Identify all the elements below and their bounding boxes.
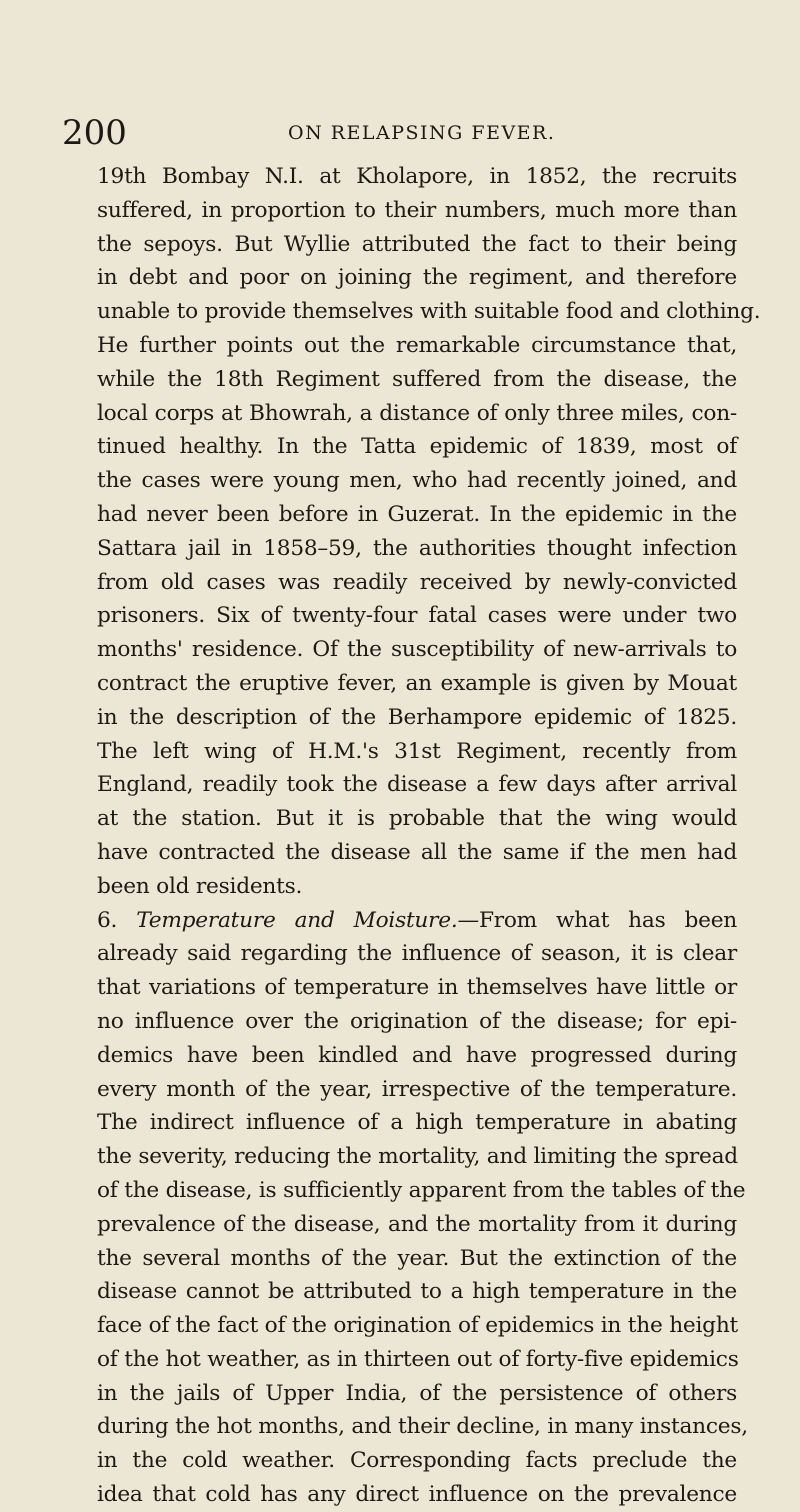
text-line: England, readily took the disease a few days after arrival	[97, 772, 737, 798]
text-line: already said regarding the influence of season, it is clear	[97, 941, 737, 967]
text-line: 19th Bombay N.I. at Kholapore, in 1852, the recruits	[97, 164, 737, 189]
text-line: in debt and poor on joining the regiment, and therefore	[97, 265, 737, 291]
text-line: during the hot months, and their decline, in many instances,	[97, 1414, 748, 1440]
text-line: from old cases was readily received by newly-convicted	[97, 569, 737, 595]
body-text	[97, 160, 761, 1512]
page-number: 200	[62, 113, 127, 153]
text-line: prisoners. Six of twenty-four fatal cases were under two	[97, 603, 737, 629]
text-line: idea that cold has any direct influence on the prevalence	[97, 1482, 737, 1508]
text-line: been old residents.	[97, 873, 303, 899]
text-line: no influence over the origination of the disease; for epi-	[97, 1008, 737, 1034]
section-first-line	[97, 904, 737, 938]
section-number: 6.	[97, 907, 118, 933]
text-line: local corps at Bhowrah, a distance of only three miles, con-	[97, 400, 737, 426]
text-line: of the hot weather, as in thirteen out of forty-five epidemics	[97, 1346, 739, 1372]
text-line: in the description of the Berhampore epidemic of 1825.	[97, 704, 737, 730]
running-title: ON RELAPSING FEVER.	[288, 122, 556, 144]
text-line: The left wing of H.M.'s 31st Regiment, recently from	[97, 738, 737, 764]
text-line: suffered, in proportion to their numbers, much more than	[97, 197, 737, 223]
text-line: at the station. But it is probable that the wing would	[97, 806, 737, 832]
text-line: The indirect influence of a high temperature in abating	[97, 1110, 737, 1136]
section-heading: Temperature and Moisture.	[136, 907, 458, 933]
text-line: face of the fact of the origination of epidemics in the height	[97, 1313, 739, 1339]
text-line: have contracted the disease all the same if the men had	[97, 839, 737, 865]
text-line: the sepoys. But Wyllie attributed the fact to their being	[97, 231, 737, 257]
text-line: had never been before in Guzerat. In the epidemic in the	[97, 501, 737, 527]
text-line: tinued healthy. In the Tatta epidemic of 1839, most of	[97, 434, 737, 460]
text-line: while the 18th Regiment suffered from the disease, the	[97, 366, 737, 392]
text-line: in the jails of Upper India, of the persistence of others	[97, 1380, 737, 1406]
text-line: disease cannot be attributed to a high temperature in the	[97, 1279, 737, 1305]
text-line: that variations of temperature in themselves have little or	[97, 975, 737, 1001]
text-line: the severity, reducing the mortality, and limiting the spread	[97, 1144, 738, 1170]
text-line: in the cold weather. Corresponding facts preclude the	[97, 1448, 737, 1474]
text-line: every month of the year, irrespective of the temperature.	[97, 1076, 737, 1102]
text-line: demics have been kindled and have progressed during	[97, 1042, 737, 1068]
text-line: prevalence of the disease, and the mortality from it during	[97, 1211, 737, 1237]
section-first-line-rest: —From what has been	[457, 907, 737, 933]
text-line: months' residence. Of the susceptibility of new-arrivals to	[97, 637, 737, 663]
text-line: contract the eruptive fever, an example is given by Mouat	[97, 670, 737, 696]
text-line: the several months of the year. But the extinction of the	[97, 1245, 737, 1271]
text-line: of the disease, is sufficiently apparent from the tables of the	[97, 1177, 746, 1203]
text-line: Sattara jail in 1858–59, the authorities thought infection	[97, 535, 737, 561]
text-line: the cases were young men, who had recently joined, and	[97, 468, 737, 494]
text-line: unable to provide themselves with suitable food and clothing.	[97, 299, 761, 325]
text-line: He further points out the remarkable circumstance that,	[97, 332, 737, 358]
